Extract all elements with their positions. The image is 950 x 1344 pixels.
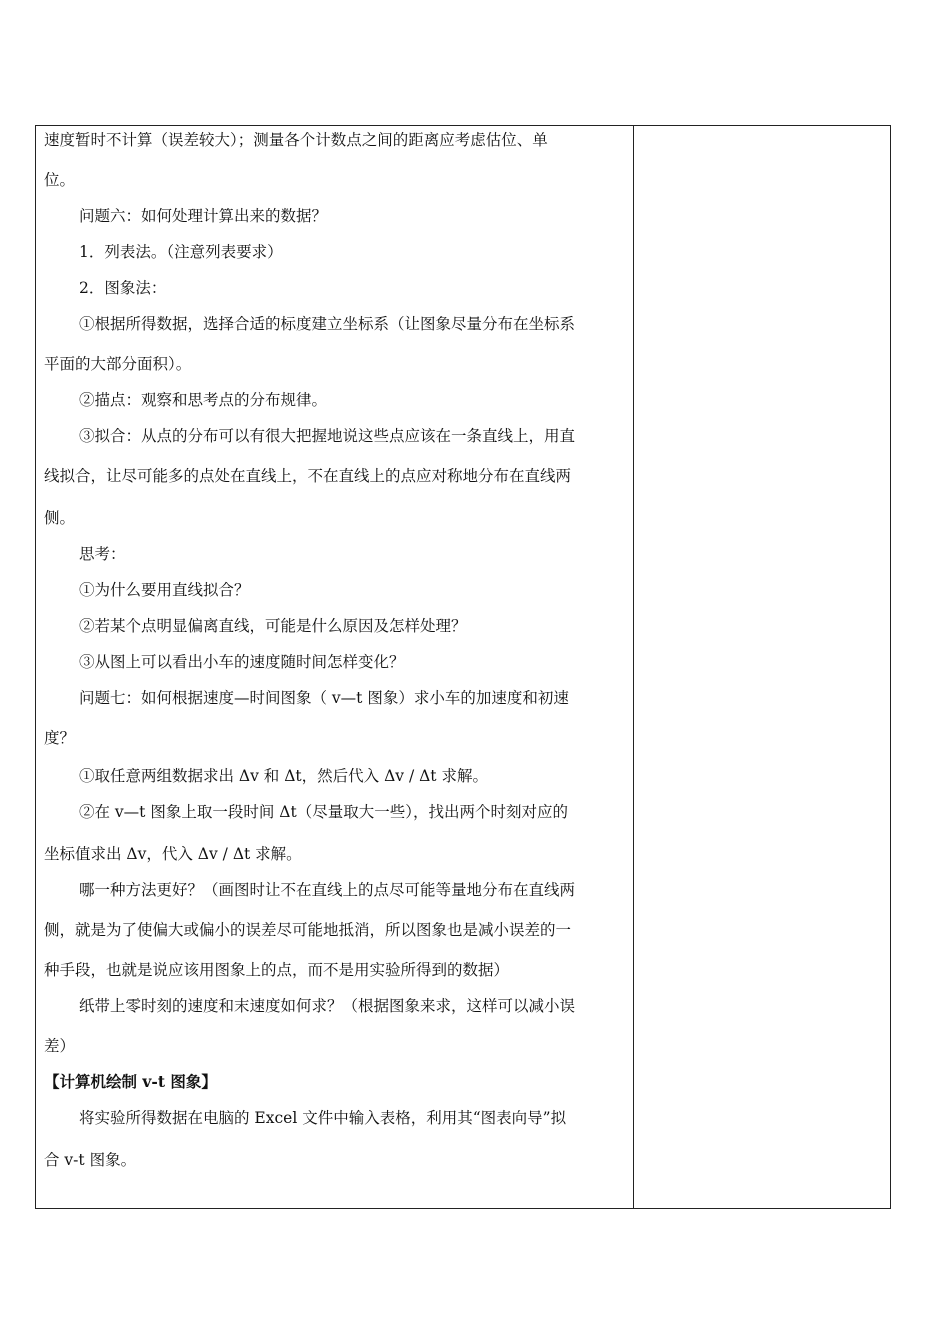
text-line: 1．列表法。（注意列表要求） xyxy=(79,243,283,261)
text-line: ③从图上可以看出小车的速度随时间怎样变化？ xyxy=(79,653,405,671)
text-line: 纸带上零时刻的速度和末速度如何求？（根据图象来求，这样可以减小误 xyxy=(79,997,576,1015)
text-line: 将实验所得数据在电脑的 Excel 文件中输入表格，利用其“图表向导”拟 xyxy=(79,1109,567,1127)
text-line: 侧。 xyxy=(44,509,76,527)
text-line: 2．图象法： xyxy=(79,279,167,297)
text-line: ①为什么要用直线拟合？ xyxy=(79,581,250,599)
text-line: ②描点：观察和思考点的分布规律。 xyxy=(79,391,328,409)
notes-cell xyxy=(634,126,890,1208)
text-line: 坐标值求出 Δv，代入 Δv / Δt 求解。 xyxy=(44,845,302,863)
text-line: ③拟合：从点的分布可以有很大把握地说这些点应该在一条直线上，用直 xyxy=(79,427,576,445)
text-line: 侧，就是为了使偏大或偏小的误差尽可能地抵消，所以图象也是减小误差的一 xyxy=(44,921,572,939)
text-line: 线拟合，让尽可能多的点处在直线上，不在直线上的点应对称地分布在直线两 xyxy=(44,467,572,485)
content-table xyxy=(35,125,891,1209)
text-line: 问题七：如何根据速度—时间图象（ v—t 图象）求小车的加速度和初速 xyxy=(79,689,569,707)
main-content-cell xyxy=(36,126,634,1208)
text-line: ②在 v—t 图象上取一段时间 Δt（尽量取大一些），找出两个时刻对应的 xyxy=(79,803,568,821)
text-line: 平面的大部分面积）。 xyxy=(44,355,192,373)
text-line: ①根据所得数据，选择合适的标度建立坐标系（让图象尽量分布在坐标系 xyxy=(79,315,576,333)
text-line: ①取任意两组数据求出 Δv 和 Δt，然后代入 Δv / Δt 求解。 xyxy=(79,767,488,785)
text-line: 合 v-t 图象。 xyxy=(44,1151,137,1169)
text-line: 速度暂时不计算（误差较大）；测量各个计数点之间的距离应考虑估位、单 xyxy=(44,131,548,149)
text-line: ②若某个点明显偏离直线，可能是什么原因及怎样处理？ xyxy=(79,617,467,635)
text-line: 差） xyxy=(44,1037,76,1055)
text-line: 位。 xyxy=(44,171,76,189)
text-line: 问题六：如何处理计算出来的数据？ xyxy=(79,207,328,225)
section-heading: 【计算机绘制 v-t 图象】 xyxy=(44,1072,217,1091)
text-line: 思考： xyxy=(79,545,126,563)
text-line: 度？ xyxy=(44,729,76,747)
text-line: 种手段，也就是说应该用图象上的点，而不是用实验所得到的数据） xyxy=(44,961,510,979)
text-line: 哪一种方法更好？（画图时让不在直线上的点尽可能等量地分布在直线两 xyxy=(79,881,576,899)
